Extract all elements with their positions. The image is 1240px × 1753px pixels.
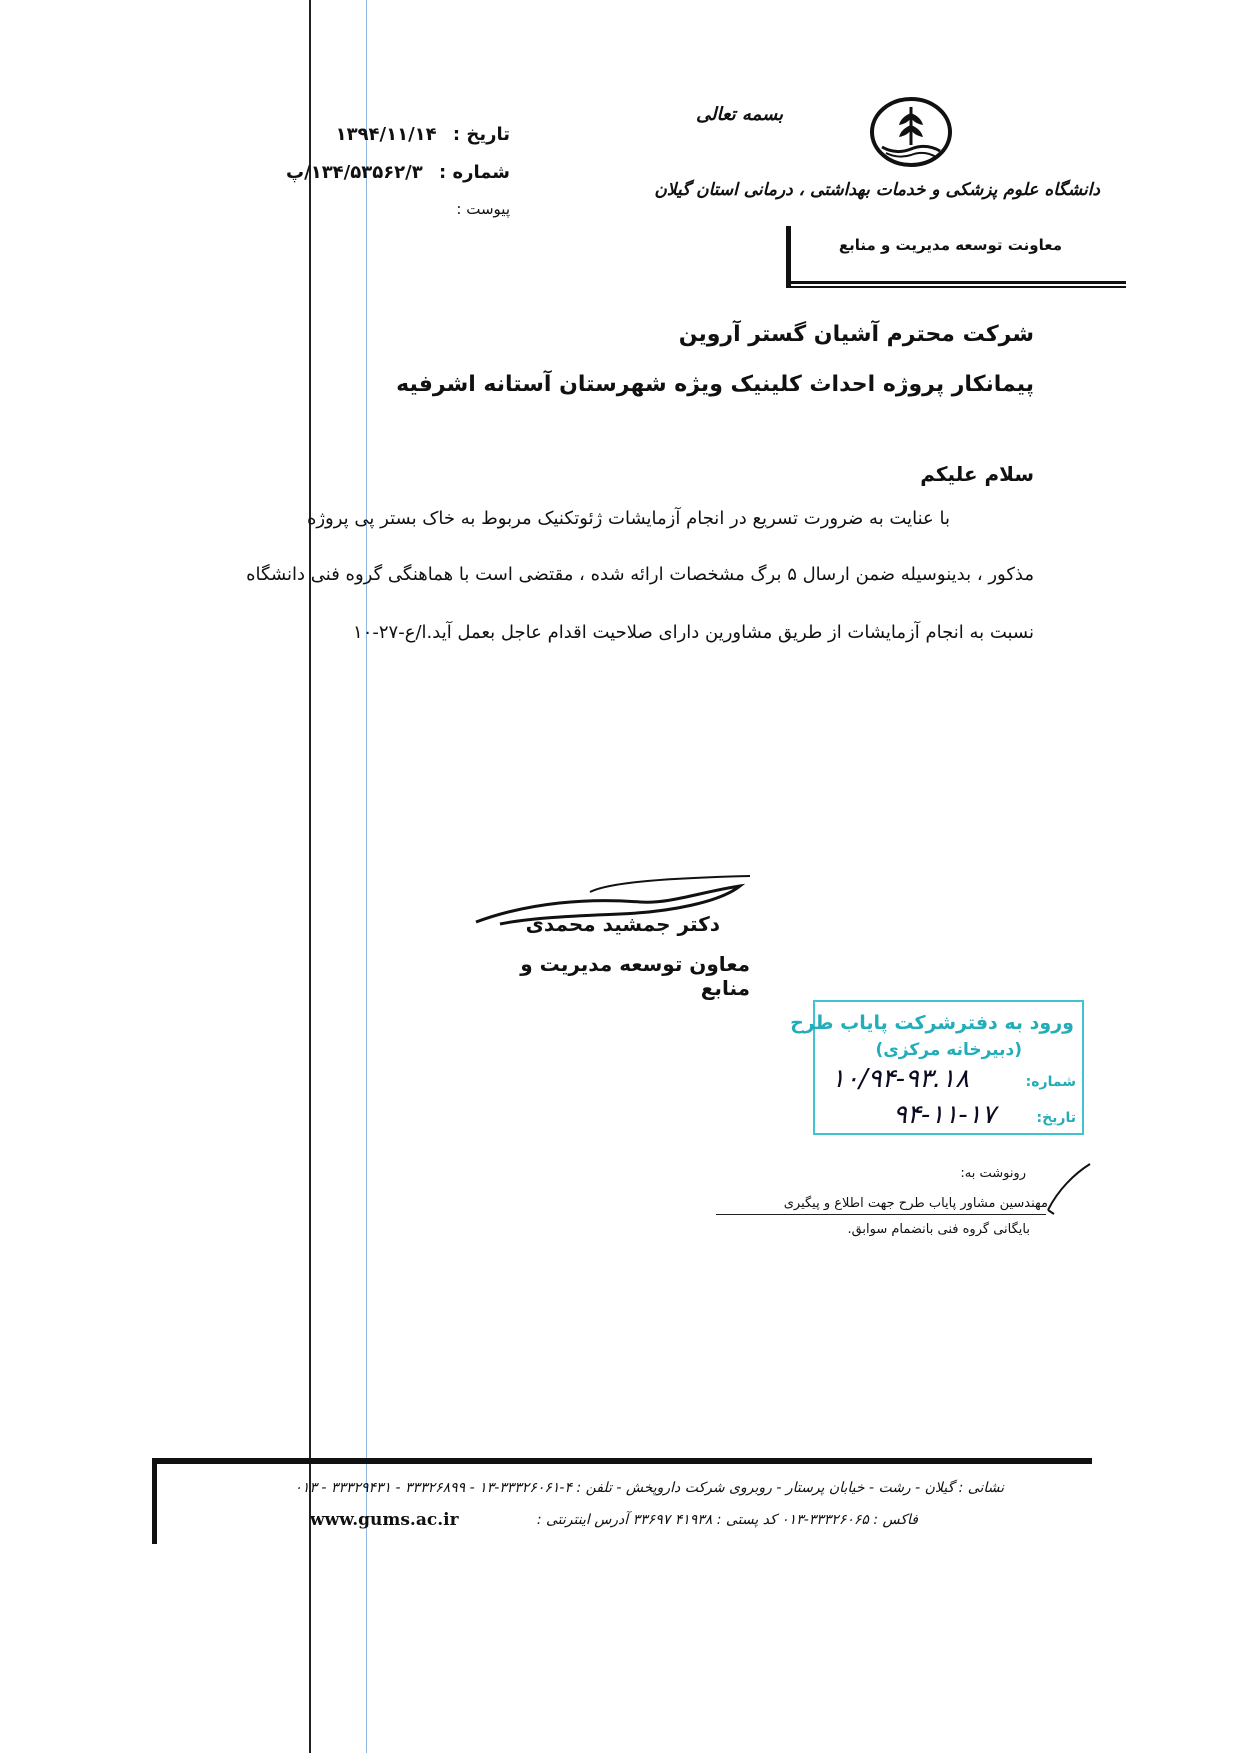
body-paragraph-line: نسبت به انجام آزمایشات از طریق مشاورین دارای صلاحیت اقدام عاجل بعمل آید.ا/ع-۲۷-۱۰ [353, 622, 1034, 643]
date-value: ۱۳۹۴/۱۱/۱۴ [335, 124, 437, 145]
recipient-company: شرکت محترم آشیان گستر آروین [678, 322, 1034, 347]
university-logo-icon [868, 95, 954, 169]
footer-divider [152, 1458, 1092, 1464]
stamp-title: ورود به دفترشرکت پایاب طرح [790, 1012, 1074, 1034]
body-paragraph-line: با عنایت به ضرورت تسریع در انجام آزمایشات ژئوتکنیک مربوط به خاک بستر پی پروژه [306, 508, 950, 529]
attachment-label: پیوست : [456, 200, 510, 218]
university-name: دانشگاه علوم پزشکی و خدمات بهداشتی ، درمانی استان گیلان [654, 180, 1100, 200]
greeting: سلام علیکم [920, 462, 1034, 486]
letter-date [336, 124, 510, 145]
stamp-subtitle: (دبیرخانه مرکزی) [875, 1040, 1022, 1060]
cc-label: رونوشت به: [960, 1166, 1026, 1181]
footer-divider [152, 1458, 157, 1544]
stamp-number-label: شماره: [1025, 1074, 1076, 1090]
header-frame-divider [786, 286, 1126, 288]
header-frame-divider [786, 281, 1126, 284]
number-label: شماره : [439, 162, 510, 183]
footer-fax-postal: فاکس : ۳۳۳۲۶۰۶۵-۰۱۳ کد پستی : ۴۱۹۳۸ ۳۳۶۹۷ آدرس اینترنتی : [536, 1512, 918, 1528]
signer-name: دکتر جمشید محمدی [525, 912, 720, 936]
stamp-date-value: ۹۴-۱۱-۱۷ [893, 1100, 996, 1130]
letter-number [286, 162, 510, 183]
received-stamp [790, 1000, 1084, 1135]
cc-recipient: مهندسین مشاور پایاب طرح جهت اطلاع و پیگیری [783, 1196, 1048, 1211]
signer-title: معاون توسعه مدیریت و منابع [520, 952, 750, 1000]
date-label: تاریخ : [452, 124, 510, 145]
number-value: ۱۳۴/۵۳۵۶۲/۳/پ [286, 162, 423, 183]
stamp-number-value: ۱۰/۹۴-۹۳.۱۸ [831, 1064, 970, 1094]
footer-website-link[interactable]: www.gums.ac.ir [310, 1510, 459, 1530]
cc-recipient: بایگانی گروه فنی بانضمام سوابق. [847, 1222, 1030, 1237]
department-name: معاونت توسعه مدیریت و منابع [838, 236, 1062, 254]
recipient-role: پیمانکار پروژه احداث کلینیک ویژه شهرستان آستانه اشرفیه [396, 372, 1034, 397]
letter-attachment [456, 200, 510, 218]
body-paragraph-line: مذکور ، بدینوسیله ضمن ارسال ۵ برگ مشخصات ارائه شده ، مقتضی است با هماهنگی گروه فنی دانشگاه [246, 564, 1034, 585]
cc-check-mark [1044, 1160, 1094, 1216]
besmellah-heading: بسمه تعالی [696, 104, 784, 125]
header-frame-divider [786, 226, 791, 288]
stamp-date-label: تاریخ: [1036, 1110, 1076, 1126]
footer-address: نشانی : گیلان - رشت - خیابان پرستار - روبروی شرکت داروپخش - تلفن : ۴-۳۳۳۲۶۰۶۱-۱۳ - ۳۳۳۲۶۸۹۹ - ۳۳۳۲۹۴۳۱ - ۰۱۳ [294, 1480, 1004, 1496]
cc-underline [716, 1214, 1046, 1215]
